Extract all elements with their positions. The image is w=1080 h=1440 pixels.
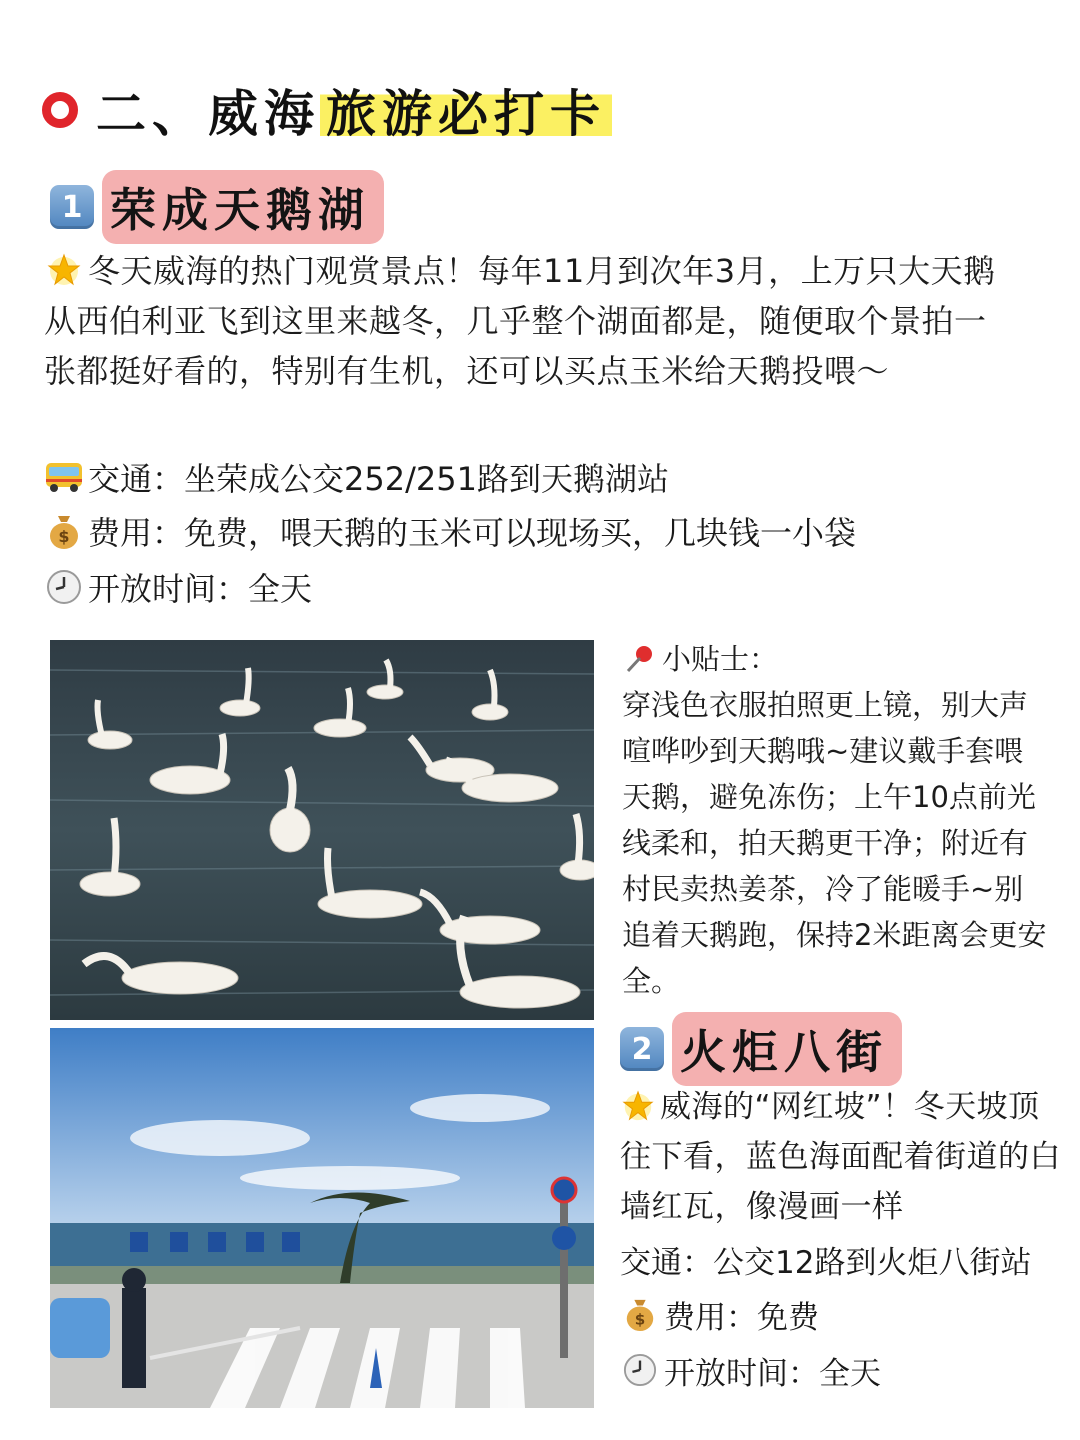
swans-photo [50, 640, 594, 1020]
section-1-intro [44, 246, 1004, 396]
page-title-prefix: 二、威海 [96, 84, 320, 143]
tips-box [622, 636, 1052, 1004]
section-1-hours-text: 开放时间：全天 [88, 570, 313, 608]
section-2-transport-text: 交通：公交12路到火炬八街站 [620, 1244, 1032, 1281]
page-header [42, 70, 612, 150]
number-badge-2: 2 [620, 1027, 664, 1071]
money-bag-icon [620, 1294, 660, 1334]
section-1-transport [44, 448, 669, 506]
pushpin-icon [622, 641, 658, 677]
section-1-cost [44, 502, 856, 560]
section-2-hours-text: 开放时间：全天 [664, 1355, 881, 1392]
number-badge-1: 1 [50, 185, 94, 229]
clock-icon [44, 567, 84, 607]
glowing-star-icon [620, 1088, 656, 1124]
section-2-intro-text: 威海的“网红坡”！冬天坡顶往下看，蓝色海面配着街道的白墙红瓦，像漫画一样 [620, 1089, 1061, 1225]
page-title [96, 74, 612, 146]
clock-icon [620, 1350, 660, 1390]
section-1-heading: 荣成天鹅湖 [102, 170, 384, 244]
tips-text: 穿浅色衣服拍照更上镜，别大声喧哗吵到天鹅哦~建议戴手套喂天鹅，避免冻伤；上午10点前光线柔和，拍天鹅更干净；附近有村民卖热姜茶，冷了能暖手~别追着天鹅跑，保持2米距离会更安全。 [622, 688, 1047, 998]
section-2-content [620, 1082, 1065, 1398]
section-2-cost [620, 1286, 1065, 1342]
section-1-cost-text: 费用：免费，喂天鹅的玉米可以现场买，几块钱一小袋 [88, 514, 857, 552]
section-2-intro [620, 1082, 1065, 1232]
tips-title-row [622, 636, 1052, 682]
section-1-intro-text: 冬天威海的热门观赏景点！每年11月到次年3月，上万只大天鹅从西伯利亚飞到这里来越冬，几乎整个湖面都是，随便取个景拍一张都挺好看的，特别有生机，还可以买点玉米给天鹅投喂～ [44, 252, 996, 390]
section-1-title [50, 170, 384, 244]
section-2-title [620, 1012, 902, 1086]
svg-text:$: $ [58, 527, 70, 546]
section-1-transport-text: 交通：坐荣成公交252/251路到天鹅湖站 [88, 460, 669, 498]
red-ring-icon [42, 92, 78, 128]
page-title-highlight: 旅游必打卡 [320, 84, 612, 143]
tips-title: 小贴士： [662, 642, 779, 676]
street-photo [50, 1028, 594, 1408]
section-2-transport [620, 1232, 1065, 1286]
svg-text:$: $ [634, 1310, 646, 1329]
section-2-cost-text: 费用：免费 [664, 1299, 819, 1336]
glowing-star-icon [44, 250, 84, 290]
bus-icon [44, 457, 84, 497]
section-1-hours [44, 558, 312, 616]
section-2-hours [620, 1342, 1065, 1398]
money-bag-icon [44, 511, 84, 551]
section-2-heading: 火炬八街 [672, 1012, 902, 1086]
